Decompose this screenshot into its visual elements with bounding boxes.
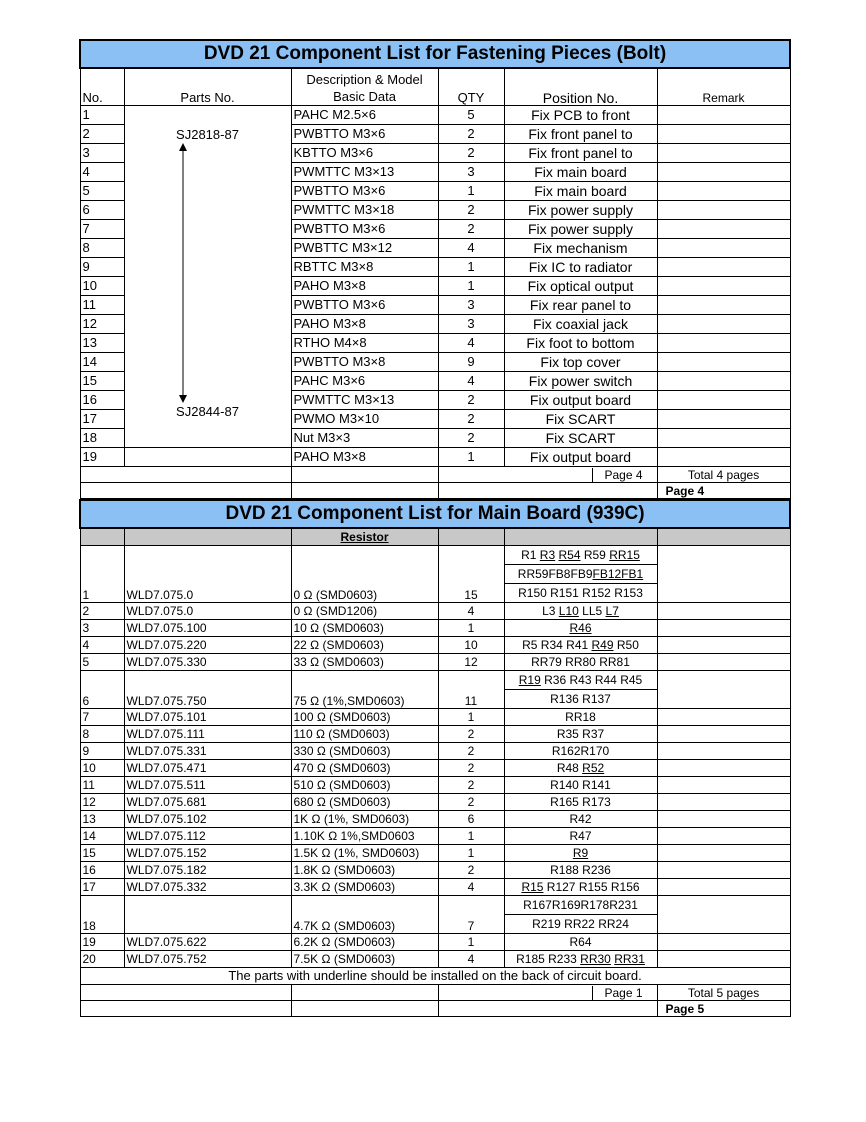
row-no: 19 xyxy=(80,934,124,951)
row-qty: 1 xyxy=(438,828,504,845)
row-qty: 11 xyxy=(438,671,504,709)
underlined-ref: R54 xyxy=(558,548,581,562)
row-qty: 1 xyxy=(438,934,504,951)
row-part-no: WLD7.075.0 xyxy=(124,546,291,603)
row-position: RR18 xyxy=(504,709,657,726)
row-description: PAHC M2.5×6 xyxy=(291,106,438,125)
main-table-row xyxy=(80,862,790,879)
row-position: RR79 RR80 RR81 xyxy=(504,654,657,671)
row-qty: 2 xyxy=(438,429,504,448)
row-qty: 4 xyxy=(438,603,504,620)
row-position: Fix top cover xyxy=(504,353,657,372)
row-no: 15 xyxy=(80,372,124,391)
row-description: PAHO M3×8 xyxy=(291,315,438,334)
row-position: Fix front panel to xyxy=(504,125,657,144)
underlined-ref: R9 xyxy=(572,846,589,860)
row-no: 2 xyxy=(80,603,124,620)
row-qty: 2 xyxy=(438,760,504,777)
main-table-row xyxy=(80,951,790,968)
row-remark xyxy=(657,239,790,258)
row-part-no: WLD7.075.111 xyxy=(124,726,291,743)
row-position: L3 L10 LL5 L7 xyxy=(504,603,657,620)
row-description: 100 Ω (SMD0603) xyxy=(291,709,438,726)
row-no: 12 xyxy=(80,794,124,811)
row-position xyxy=(504,620,657,637)
row-description: RTHO M4×8 xyxy=(291,334,438,353)
underlined-ref: FB12FB1 xyxy=(592,567,644,581)
row-part-no: WLD7.075.752 xyxy=(124,951,291,968)
row-qty: 2 xyxy=(438,220,504,239)
row-description: PWMTTC M3×13 xyxy=(291,391,438,410)
row-qty: 3 xyxy=(438,315,504,334)
row-qty: 7 xyxy=(438,896,504,934)
row-description: PWBTTO M3×6 xyxy=(291,125,438,144)
row-no: 13 xyxy=(80,811,124,828)
row-description: PWMTTC M3×18 xyxy=(291,201,438,220)
main-table-row xyxy=(80,794,790,811)
row-position: Fix coaxial jack xyxy=(504,315,657,334)
main-table-row xyxy=(80,760,790,777)
row-qty: 3 xyxy=(438,163,504,182)
row-description: 0 Ω (SMD0603) xyxy=(291,546,438,603)
row-description: 6.2K Ω (SMD0603) xyxy=(291,934,438,951)
position-line: R19 R36 R43 R44 R45 xyxy=(505,671,657,690)
row-no: 6 xyxy=(80,671,124,709)
row-part-no: WLD7.075.220 xyxy=(124,637,291,654)
row-position: Fix main board xyxy=(504,163,657,182)
row-description: Nut M3×3 xyxy=(291,429,438,448)
row-description: PWBTTO M3×6 xyxy=(291,296,438,315)
row-part-no: WLD7.075.102 xyxy=(124,811,291,828)
row-qty: 4 xyxy=(438,239,504,258)
row-position: R35 R37 xyxy=(504,726,657,743)
row-remark xyxy=(657,951,790,968)
row-remark xyxy=(657,201,790,220)
row-qty: 2 xyxy=(438,743,504,760)
row-position: Fix IC to radiator xyxy=(504,258,657,277)
main-page-footer: Page 5 xyxy=(657,1001,790,1017)
row-remark xyxy=(657,603,790,620)
row-qty: 2 xyxy=(438,144,504,163)
row-qty: 12 xyxy=(438,654,504,671)
row-remark xyxy=(657,220,790,239)
main-table-row xyxy=(80,671,790,709)
row-remark xyxy=(657,315,790,334)
row-qty: 1 xyxy=(438,709,504,726)
row-description: 10 Ω (SMD0603) xyxy=(291,620,438,637)
row-part-no: WLD7.075.332 xyxy=(124,879,291,896)
main-table-body xyxy=(80,546,790,968)
row-remark xyxy=(657,743,790,760)
row-qty: 2 xyxy=(438,410,504,429)
bolt-page-footer: Page 4 xyxy=(657,483,790,499)
row-remark xyxy=(657,828,790,845)
row-position: Fix power supply xyxy=(504,201,657,220)
row-part-no: WLD7.075.101 xyxy=(124,709,291,726)
row-remark xyxy=(657,811,790,828)
main-table-row xyxy=(80,777,790,794)
row-position: Fix SCART xyxy=(504,429,657,448)
row-remark xyxy=(657,620,790,637)
bolt-table-title: DVD 21 Component List for Fastening Pieces (Bolt) xyxy=(80,40,790,68)
row-position: Fix power supply xyxy=(504,220,657,239)
row-no: 7 xyxy=(80,220,124,239)
row-remark xyxy=(657,726,790,743)
row-remark xyxy=(657,334,790,353)
row-qty: 4 xyxy=(438,951,504,968)
row-qty: 3 xyxy=(438,296,504,315)
position-line: R1 R3 R54 R59 RR15 xyxy=(505,546,657,565)
row-remark xyxy=(657,654,790,671)
main-page-label: Page 1 xyxy=(438,985,657,1001)
row-position: Fix front panel to xyxy=(504,144,657,163)
main-table-row xyxy=(80,654,790,671)
row-position xyxy=(504,896,657,934)
row-remark xyxy=(657,429,790,448)
bolt-page-label: Page 4 xyxy=(438,467,657,483)
row-position: R140 R141 xyxy=(504,777,657,794)
position-line: R136 R137 xyxy=(550,692,611,706)
main-table-row xyxy=(80,896,790,934)
row-remark xyxy=(657,372,790,391)
row-position: Fix main board xyxy=(504,182,657,201)
row-remark xyxy=(657,934,790,951)
row-position: R64 xyxy=(504,934,657,951)
row-part-no: WLD7.075.0 xyxy=(124,603,291,620)
underlined-ref: R15 xyxy=(521,880,544,894)
row-no: 6 xyxy=(80,201,124,220)
row-no: 1 xyxy=(80,106,124,125)
row-description: 510 Ω (SMD0603) xyxy=(291,777,438,794)
main-table-row xyxy=(80,620,790,637)
row-description: KBTTO M3×6 xyxy=(291,144,438,163)
row-description: 33 Ω (SMD0603) xyxy=(291,654,438,671)
row-qty: 4 xyxy=(438,334,504,353)
row-no: 14 xyxy=(80,353,124,372)
row-qty: 1 xyxy=(438,277,504,296)
row-description: 110 Ω (SMD0603) xyxy=(291,726,438,743)
row-position: Fix output board xyxy=(504,391,657,410)
row-no: 2 xyxy=(80,125,124,144)
row-remark xyxy=(657,760,790,777)
row-no: 18 xyxy=(80,896,124,934)
row-position: Fix optical output xyxy=(504,277,657,296)
row-description: 680 Ω (SMD0603) xyxy=(291,794,438,811)
row-description: 1.5K Ω (1%, SMD0603) xyxy=(291,845,438,862)
row-position: Fix PCB to front xyxy=(504,106,657,125)
row-remark xyxy=(657,448,790,467)
row-part-no: WLD7.075.331 xyxy=(124,743,291,760)
parts-range-cell xyxy=(124,106,291,448)
row-description: PWBTTC M3×12 xyxy=(291,239,438,258)
row-position: R185 R233 RR30 RR31 xyxy=(504,951,657,968)
row-position xyxy=(504,546,657,603)
row-no: 3 xyxy=(80,620,124,637)
row-description: PAHO M3×8 xyxy=(291,277,438,296)
row-remark xyxy=(657,163,790,182)
header-remark: Remark xyxy=(657,68,790,106)
row-part-no: WLD7.075.622 xyxy=(124,934,291,951)
row-no: 16 xyxy=(80,391,124,410)
bolt-footer-blank xyxy=(80,467,291,483)
underlined-ref: RR15 xyxy=(609,548,640,562)
main-table-row xyxy=(80,811,790,828)
header-position: Position No. xyxy=(504,68,657,106)
position-line: RR59FB8FB9FB12FB1 xyxy=(505,565,657,584)
row-description: PWBTTO M3×6 xyxy=(291,220,438,239)
row-remark xyxy=(657,862,790,879)
row-no: 8 xyxy=(80,726,124,743)
row-no: 3 xyxy=(80,144,124,163)
row-no: 16 xyxy=(80,862,124,879)
row-position xyxy=(504,845,657,862)
parts-range-end: SJ2844-87 xyxy=(176,404,239,419)
row-no: 17 xyxy=(80,879,124,896)
row-description: 470 Ω (SMD0603) xyxy=(291,760,438,777)
row-qty: 2 xyxy=(438,201,504,220)
underlined-ref: R46 xyxy=(569,621,592,635)
row-qty: 2 xyxy=(438,794,504,811)
row-description: 3.3K Ω (SMD0603) xyxy=(291,879,438,896)
row-remark xyxy=(657,125,790,144)
row-description: 1K Ω (1%, SMD0603) xyxy=(291,811,438,828)
row-qty: 2 xyxy=(438,726,504,743)
row-no: 9 xyxy=(80,743,124,760)
main-table-row xyxy=(80,828,790,845)
row-position: Fix foot to bottom xyxy=(504,334,657,353)
row-remark xyxy=(657,277,790,296)
bolt-table-row xyxy=(80,448,790,467)
row-remark xyxy=(657,896,790,934)
row-remark xyxy=(657,296,790,315)
row-position: R188 R236 xyxy=(504,862,657,879)
row-no: 5 xyxy=(80,654,124,671)
row-qty: 4 xyxy=(438,879,504,896)
range-arrow-icon xyxy=(175,143,195,403)
parts-cell xyxy=(124,448,291,467)
row-position: Fix SCART xyxy=(504,410,657,429)
underlined-ref: L7 xyxy=(605,604,619,618)
row-remark xyxy=(657,777,790,794)
main-table-title: DVD 21 Component List for Main Board (939C) xyxy=(80,500,790,528)
row-description: PWBTTO M3×6 xyxy=(291,182,438,201)
row-no: 19 xyxy=(80,448,124,467)
row-position: Fix rear panel to xyxy=(504,296,657,315)
row-position: R15 R127 R155 R156 xyxy=(504,879,657,896)
row-qty: 10 xyxy=(438,637,504,654)
bolt-table-header xyxy=(80,68,790,106)
row-part-no: WLD7.075.511 xyxy=(124,777,291,794)
row-description: PWMTTC M3×13 xyxy=(291,163,438,182)
row-qty: 1 xyxy=(438,448,504,467)
row-position: Fix power switch xyxy=(504,372,657,391)
row-no: 4 xyxy=(80,163,124,182)
row-no: 11 xyxy=(80,777,124,794)
underlined-ref: RR31 xyxy=(614,952,645,966)
bolt-table-body xyxy=(80,106,790,467)
main-table-row xyxy=(80,709,790,726)
row-remark xyxy=(657,546,790,603)
row-qty: 6 xyxy=(438,811,504,828)
row-qty: 2 xyxy=(438,862,504,879)
position-line: R167R169R178R231 xyxy=(505,896,657,915)
bolt-total-pages: Total 4 pages xyxy=(657,467,790,483)
row-no: 15 xyxy=(80,845,124,862)
row-position: R5 R34 R41 R49 R50 xyxy=(504,637,657,654)
header-qty: QTY xyxy=(438,68,504,106)
component-list-sheet xyxy=(79,39,789,1017)
underlined-ref: R49 xyxy=(591,638,614,652)
row-description: PAHO M3×8 xyxy=(291,448,438,467)
row-part-no: WLD7.075.330 xyxy=(124,654,291,671)
row-description: PAHC M3×6 xyxy=(291,372,438,391)
row-qty: 5 xyxy=(438,106,504,125)
row-remark xyxy=(657,353,790,372)
underlined-ref: R52 xyxy=(582,761,605,775)
row-qty: 1 xyxy=(438,620,504,637)
row-no: 12 xyxy=(80,315,124,334)
row-qty: 1 xyxy=(438,182,504,201)
row-remark xyxy=(657,709,790,726)
row-remark xyxy=(657,845,790,862)
row-remark xyxy=(657,182,790,201)
row-no: 7 xyxy=(80,709,124,726)
row-position: Fix mechanism xyxy=(504,239,657,258)
main-table-row xyxy=(80,845,790,862)
row-position: R48 R52 xyxy=(504,760,657,777)
row-position: Fix output board xyxy=(504,448,657,467)
row-position: R162R170 xyxy=(504,743,657,760)
header-description: Description & Model Basic Data xyxy=(291,68,438,106)
main-table-row xyxy=(80,726,790,743)
row-part-no: WLD7.075.750 xyxy=(124,671,291,709)
row-position xyxy=(504,671,657,709)
bolt-component-table xyxy=(79,39,791,499)
main-total-pages: Total 5 pages xyxy=(657,985,790,1001)
row-no: 20 xyxy=(80,951,124,968)
header-parts-no: Parts No. xyxy=(124,68,291,106)
row-qty: 1 xyxy=(438,845,504,862)
row-remark xyxy=(657,879,790,896)
row-remark xyxy=(657,106,790,125)
row-qty: 2 xyxy=(438,391,504,410)
row-position: R42 xyxy=(504,811,657,828)
bolt-table-row xyxy=(80,106,790,125)
header-no: No. xyxy=(80,68,124,106)
row-description: 75 Ω (1%,SMD0603) xyxy=(291,671,438,709)
row-description: PWMO M3×10 xyxy=(291,410,438,429)
row-part-no: WLD7.075.100 xyxy=(124,620,291,637)
main-table-row xyxy=(80,603,790,620)
position-line: R150 R151 R152 R153 xyxy=(518,586,643,600)
main-table-row xyxy=(80,934,790,951)
main-table-row xyxy=(80,546,790,603)
row-description: 330 Ω (SMD0603) xyxy=(291,743,438,760)
main-board-table xyxy=(79,499,791,1017)
row-remark xyxy=(657,671,790,709)
row-description: 0 Ω (SMD1206) xyxy=(291,603,438,620)
underlined-ref: R19 xyxy=(518,673,541,687)
row-description: 1.10K Ω 1%,SMD0603 xyxy=(291,828,438,845)
row-qty: 1 xyxy=(438,258,504,277)
row-no: 8 xyxy=(80,239,124,258)
row-position: R47 xyxy=(504,828,657,845)
row-description: RBTTC M3×8 xyxy=(291,258,438,277)
row-part-no: WLD7.075.681 xyxy=(124,794,291,811)
row-part-no: WLD7.075.152 xyxy=(124,845,291,862)
row-description: PWBTTO M3×8 xyxy=(291,353,438,372)
row-part-no: WLD7.075.182 xyxy=(124,862,291,879)
row-remark xyxy=(657,391,790,410)
row-no: 11 xyxy=(80,296,124,315)
row-part-no: WLD7.075.471 xyxy=(124,760,291,777)
row-no: 17 xyxy=(80,410,124,429)
row-remark xyxy=(657,637,790,654)
main-table-row xyxy=(80,743,790,760)
underline-note: The parts with underline should be installed on the back of circuit board. xyxy=(80,968,790,985)
row-description: 22 Ω (SMD0603) xyxy=(291,637,438,654)
underlined-ref: R3 xyxy=(539,548,556,562)
row-qty: 4 xyxy=(438,372,504,391)
main-table-row xyxy=(80,879,790,896)
row-no: 4 xyxy=(80,637,124,654)
row-no: 10 xyxy=(80,277,124,296)
row-no: 18 xyxy=(80,429,124,448)
main-table-row xyxy=(80,637,790,654)
row-qty: 2 xyxy=(438,777,504,794)
row-remark xyxy=(657,794,790,811)
row-remark xyxy=(657,144,790,163)
parts-range-start: SJ2818-87 xyxy=(176,127,239,142)
row-no: 5 xyxy=(80,182,124,201)
row-description: 7.5K Ω (SMD0603) xyxy=(291,951,438,968)
row-no: 1 xyxy=(80,546,124,603)
row-no: 9 xyxy=(80,258,124,277)
row-remark xyxy=(657,410,790,429)
underlined-ref: L10 xyxy=(558,604,579,618)
row-description: 4.7K Ω (SMD0603) xyxy=(291,896,438,934)
row-no: 13 xyxy=(80,334,124,353)
row-description: 1.8K Ω (SMD0603) xyxy=(291,862,438,879)
section-resistor: Resistor xyxy=(291,528,438,546)
row-part-no xyxy=(124,896,291,934)
row-qty: 2 xyxy=(438,125,504,144)
row-qty: 9 xyxy=(438,353,504,372)
row-no: 14 xyxy=(80,828,124,845)
row-no: 10 xyxy=(80,760,124,777)
row-position: R165 R173 xyxy=(504,794,657,811)
position-line: R219 RR22 RR24 xyxy=(532,917,629,931)
row-remark xyxy=(657,258,790,277)
underlined-ref: RR30 xyxy=(580,952,611,966)
row-qty: 15 xyxy=(438,546,504,603)
row-part-no: WLD7.075.112 xyxy=(124,828,291,845)
